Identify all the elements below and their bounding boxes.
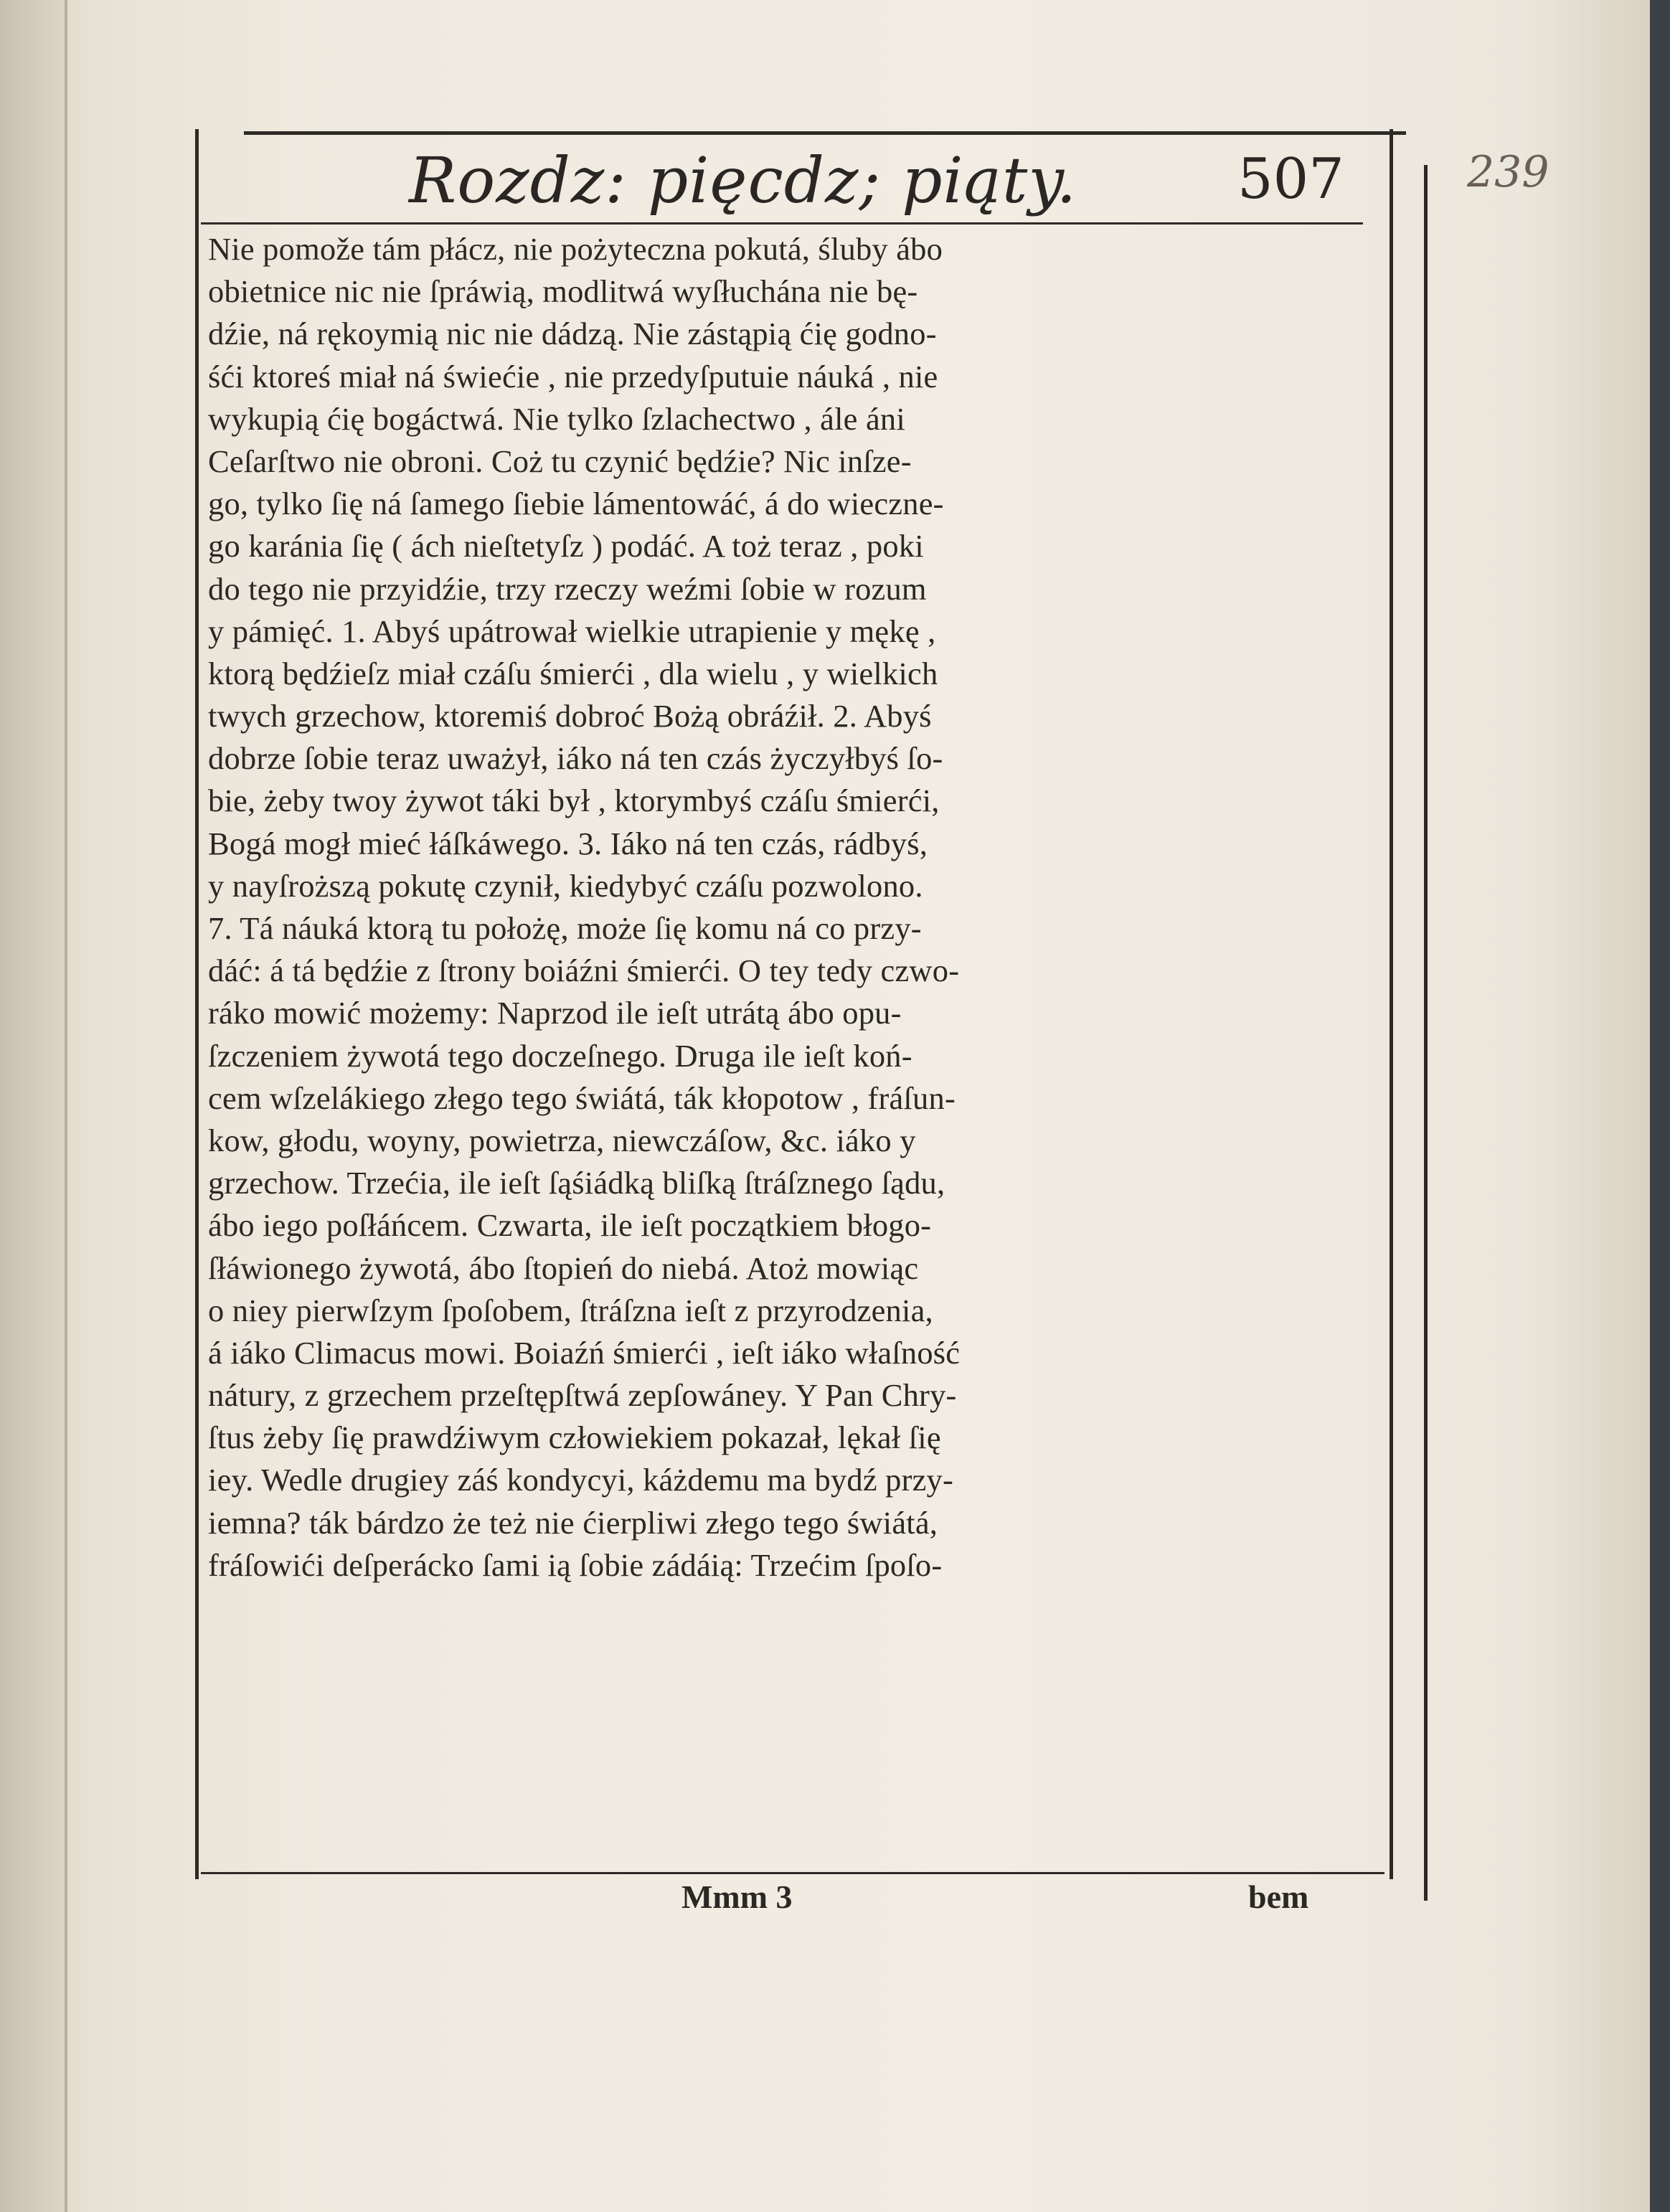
text-line: dobrze ſobie teraz uważył, iáko ná ten czás życzyłbyś ſo- xyxy=(208,740,943,777)
text-line: iemna? ták bárdzo że też nie ćierpliwi złego tego świátá, xyxy=(208,1504,938,1541)
text-line: twych grzechow, ktoremiś dobroć Bożą obráźił. 2. Abyś xyxy=(208,698,932,734)
text-line: grzechow. Trzećia, ile ieſt ſąśiádką bliſką ſtráſznego ſądu, xyxy=(208,1165,945,1201)
bottom-frame-rule xyxy=(201,1872,1384,1874)
text-line: ſtus żeby ſię prawdźiwym człowiekiem pokazał, lękał ſię xyxy=(208,1419,941,1456)
text-line: do tego nie przyidźie, trzy rzeczy weźmi ſobie w rozum xyxy=(208,570,927,607)
text-line: wykupią ćię bogáctwá. Nie tylko ſzlachectwo , ále áni xyxy=(208,400,905,437)
binding-fold xyxy=(65,0,67,2212)
text-line: y nayſroższą pokutę czynił, kiedybyć czáſu pozwolono. xyxy=(208,867,923,904)
text-line: go karánia ſię ( ách nieſtetyſz ) podáć. A toż teraz , poki xyxy=(208,528,924,564)
text-line: á iáko Climacus mowi. Boiaźń śmierći , ieſt iáko właſność xyxy=(208,1334,961,1371)
text-line: kow, głodu, woyny, powietrza, niewczáſow, &c. iáko y xyxy=(208,1122,916,1158)
text-line: Bogá mogł mieć łáſkáwego. 3. Iáko ná ten czás, rádbyś, xyxy=(208,825,928,861)
text-line: dźie, ná rękoymią nic nie dádzą. Nie zástąpią ćię godno- xyxy=(208,316,937,352)
text-line: cem wſzelákiego złego tego świátá, ták kłopotow , fráſun- xyxy=(208,1079,956,1116)
text-line: ábo iego poſłáńcem. Czwarta, ile ieſt początkiem błogo- xyxy=(208,1207,932,1244)
text-line: 7. Tá náuká ktorą tu położę, może ſię komu ná co przy- xyxy=(208,910,922,946)
text-line: go, tylko ſię ná ſamego ſiebie lámentowáć, á do wieczne- xyxy=(208,486,944,522)
text-line: ſłáwionego żywotá, ábo ſtopień do niebá. Atoż mowiąc xyxy=(208,1249,919,1286)
facing-page-edge xyxy=(0,0,65,2212)
text-line: ktorą będźieſz miał czáſu śmierći , dla wielu , y wielkich xyxy=(208,655,938,691)
body-text xyxy=(208,228,1392,1878)
catchword: bem xyxy=(1248,1878,1309,1915)
text-line: o niey pierwſzym ſpoſobem, ſtráſzna ieſt z przyrodzenia, xyxy=(208,1292,933,1328)
text-line: fráſowići deſperácko ſami ią ſobie zádáią: Trzećim ſpoſo- xyxy=(208,1546,943,1583)
text-line: ráko mowić możemy: Naprzod ile ieſt utrátą ábo opu- xyxy=(208,995,902,1031)
header-rule xyxy=(201,222,1363,224)
text-line: Nie pomože tám płácz, nie pożyteczna pokutá, śluby ábo xyxy=(208,231,943,267)
handwritten-folio-number: 239 xyxy=(1467,147,1549,197)
page-number: 507 xyxy=(1237,147,1344,212)
outer-frame-rule xyxy=(1424,165,1428,1901)
text-line: nátury, z grzechem przeſtępſtwá zepſowáney. Y Pan Chry- xyxy=(208,1377,957,1414)
running-title: Rozdz: pięcdz; piąty. xyxy=(409,143,1077,217)
signature-mark: Mmm 3 xyxy=(681,1878,793,1915)
text-line: dáć: á tá będźie z ſtrony boiáźni śmierći. O tey tedy czwo- xyxy=(208,953,960,989)
text-line: y pámięć. 1. Abyś upátrował wielkie utrapienie y mękę , xyxy=(208,613,936,649)
text-line: Ceſarſtwo nie obroni. Coż tu czynić będźie? Nic inſze- xyxy=(208,443,912,479)
text-line: bie, żeby twoy żywot táki był , ktorymbyś czáſu śmierći, xyxy=(208,783,940,819)
text-line: iey. Wedle drugiey záś kondycyi, káżdemu ma bydź przy- xyxy=(208,1462,954,1498)
text-line: śći ktoreś miał ná świećie , nie przedyſputuie náuká , nie xyxy=(208,358,938,394)
text-line: ſzczeniem żywotá tego doczeſnego. Druga ile ieſt koń- xyxy=(208,1037,912,1074)
text-line: obietnice nic nie ſpráwią, modlitwá wyſłuchána nie bę- xyxy=(208,273,918,310)
